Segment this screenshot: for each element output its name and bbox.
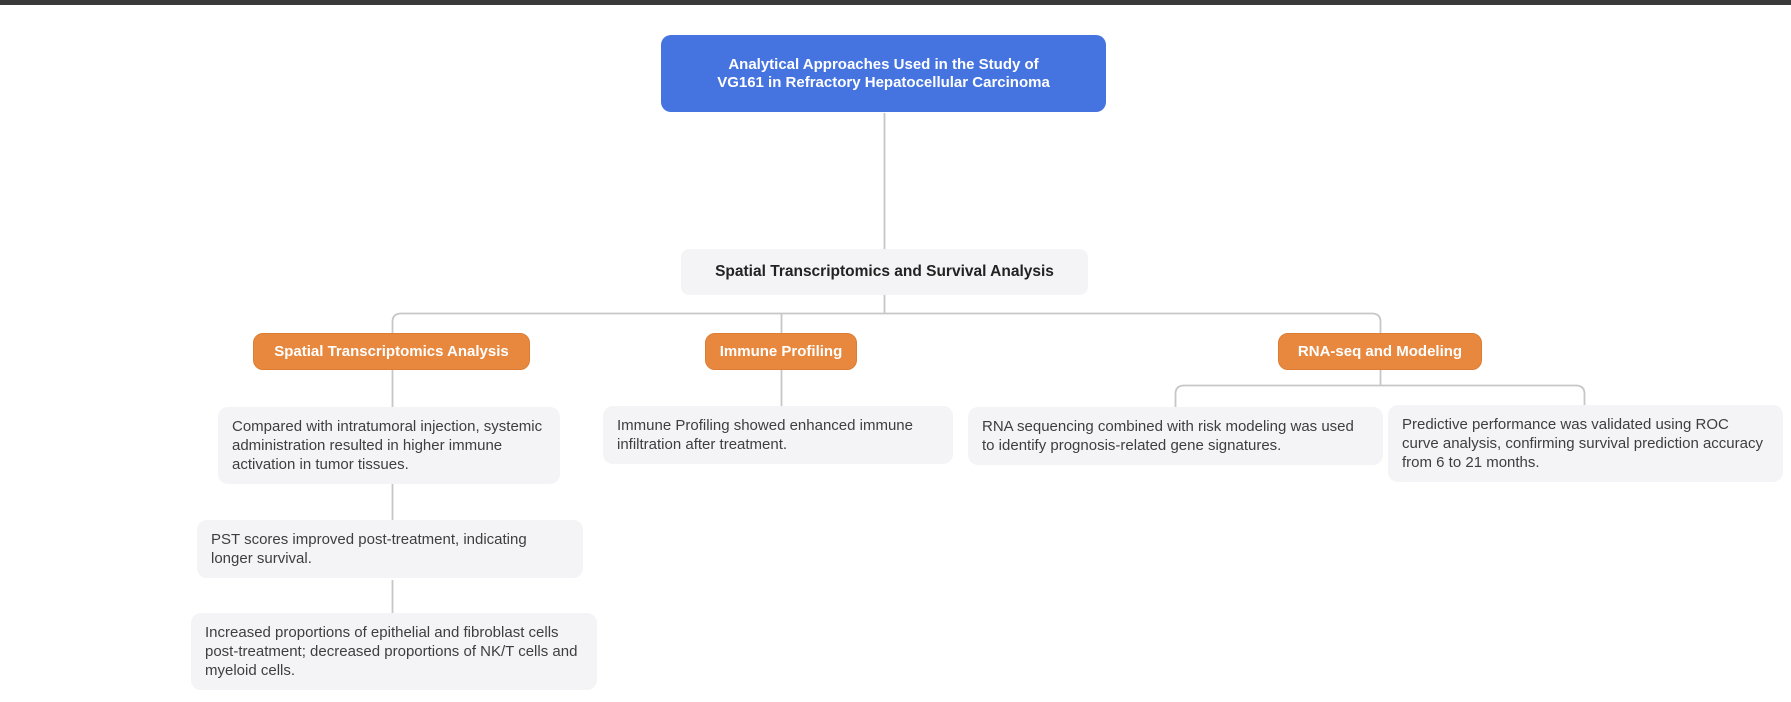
leaf-note: PST scores improved post-treatment, indicating longer survival. — [197, 520, 583, 578]
leaf-note: Increased proportions of epithelial and fibroblast cells post-treatment; decreased proportions of NK/T cells and myeloid cells. — [191, 613, 597, 690]
leaf-note: Predictive performance was validated using ROC curve analysis, confirming survival prediction accuracy from 6 to 21 months. — [1388, 405, 1783, 482]
connector-branch-bus — [393, 314, 1381, 334]
leaf-note: RNA sequencing combined with risk modeling was used to identify prognosis-related gene signatures. — [968, 407, 1383, 465]
level2-node[interactable] — [681, 249, 1088, 295]
branch-label: Spatial Transcriptomics Analysis — [274, 343, 509, 360]
level2-label: Spatial Transcriptomics and Survival Analysis — [715, 263, 1054, 280]
branch-label: Immune Profiling — [719, 343, 843, 360]
branch-node-immune-profiling[interactable] — [705, 333, 857, 370]
leaf-note: Immune Profiling showed enhanced immune infiltration after treatment. — [603, 406, 953, 464]
root-title-line2: VG161 in Refractory Hepatocellular Carcinoma — [717, 73, 1050, 91]
leaf-note: Compared with intratumoral injection, systemic administration resulted in higher immune activation in tumor tissues. — [218, 407, 560, 484]
branch-node-rna-seq[interactable] — [1278, 333, 1482, 370]
top-border-bar — [0, 0, 1791, 5]
branch-label: RNA-seq and Modeling — [1297, 343, 1463, 360]
branch-node-spatial-transcriptomics[interactable] — [253, 333, 530, 370]
root-node[interactable] — [661, 35, 1106, 112]
root-title-line1: Analytical Approaches Used in the Study of — [728, 55, 1039, 73]
connector-rna-bus — [1176, 386, 1585, 408]
